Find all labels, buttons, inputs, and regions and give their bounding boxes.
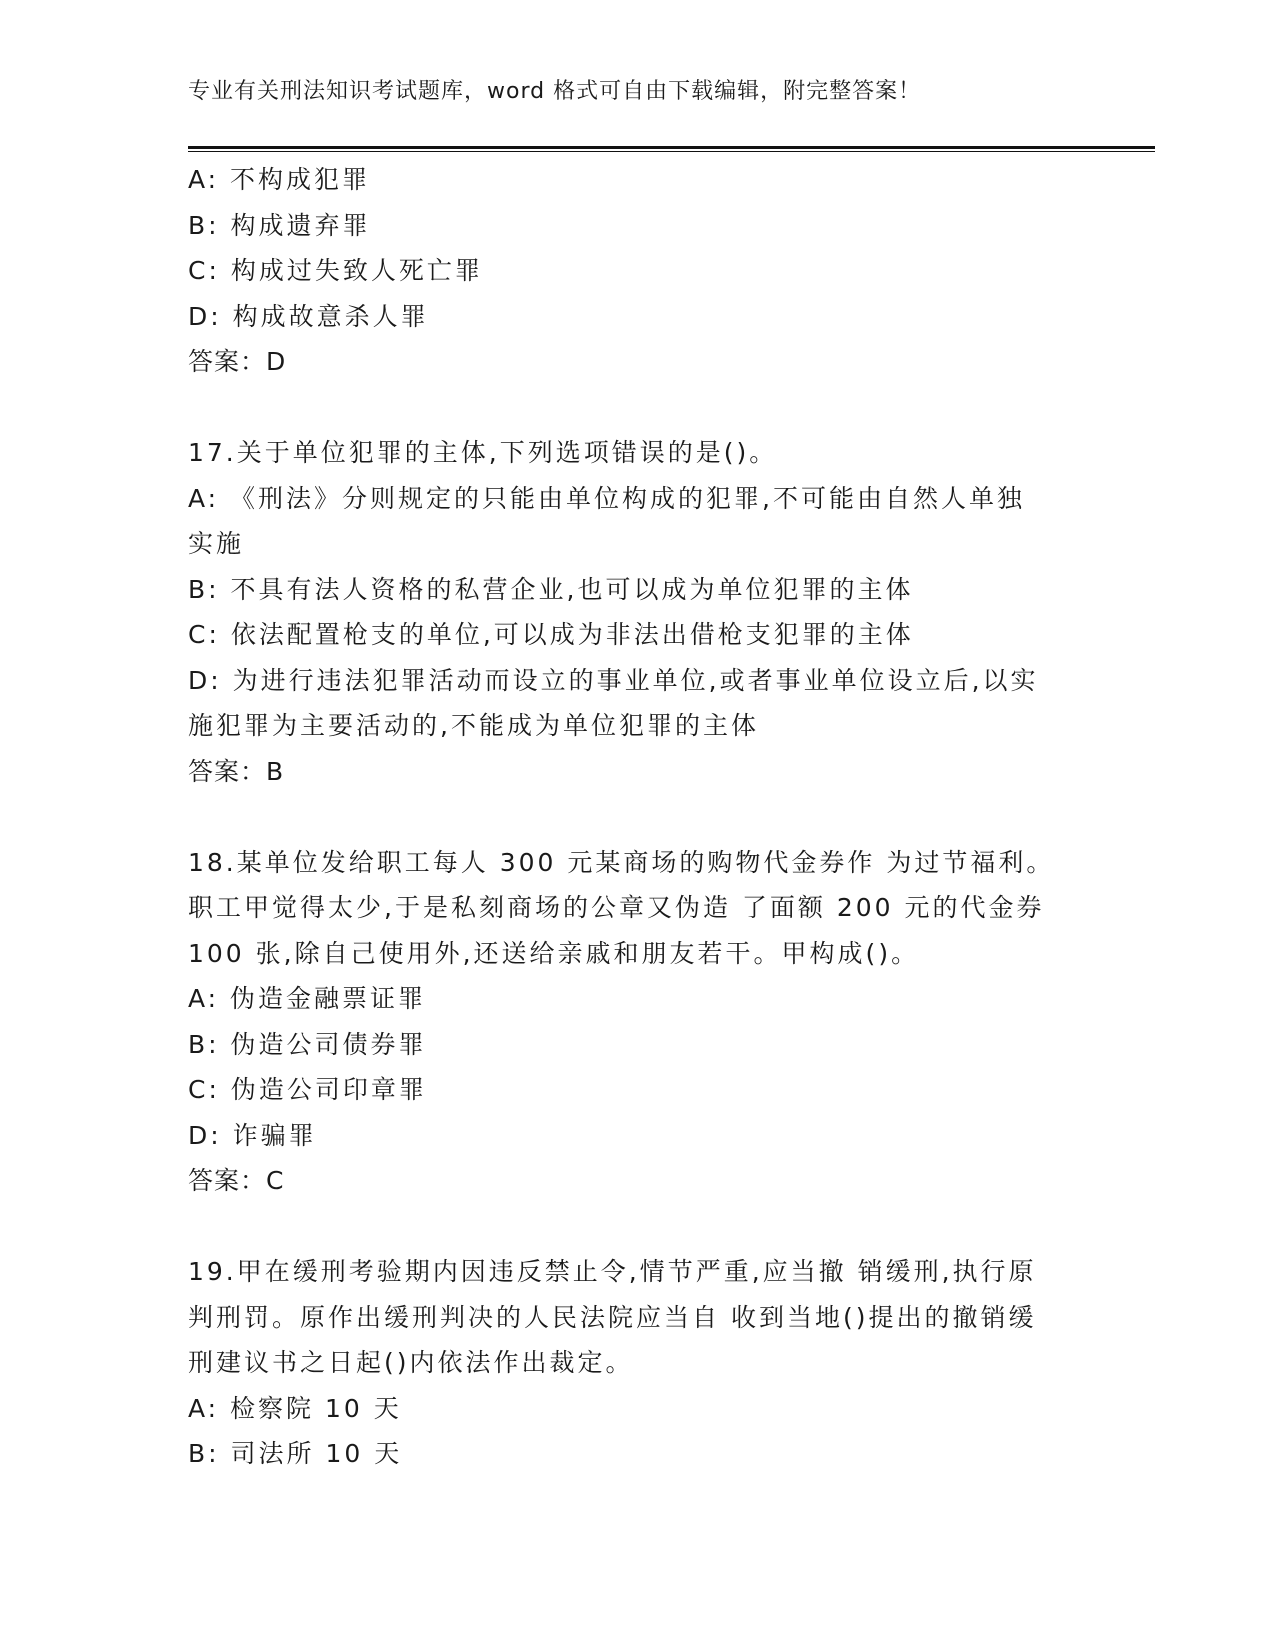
answer: 答案：D: [188, 347, 287, 376]
option-d: D: 构成故意杀人罪: [188, 301, 429, 331]
header-rule-thick: [188, 146, 1155, 149]
question-18: [188, 840, 1088, 1204]
question-stem: 19.甲在缓刑考验期内因违反禁止令,情节严重,应当撤 销缓刑,执行原: [188, 1257, 1037, 1286]
option-b: B: 伪造公司债券罪: [188, 1029, 427, 1059]
option-a: A: 不构成犯罪: [188, 165, 371, 194]
option-d-continued: 施犯罪为主要活动的,不能成为单位犯罪的主体: [188, 711, 759, 740]
option-c: C: 构成过失致人死亡罪: [188, 256, 483, 285]
spacer: [188, 385, 1088, 431]
option-b: B: 构成遗弃罪: [188, 210, 371, 240]
spacer: [188, 1204, 1088, 1250]
question-stem-line-2: 判刑罚。原作出缓刑判决的人民法院应当自 收到当地()提出的撤销缓: [188, 1302, 1037, 1332]
question-stem-line-3: 刑建议书之日起()内依法作出裁定。: [188, 1348, 634, 1377]
question-stem-line-2: 职工甲觉得太少,于是私刻商场的公章又伪造 了面额 200 元的代金券: [188, 893, 1045, 922]
question-stem-line-3: 100 张,除自己使用外,还送给亲戚和朋友若干。甲构成()。: [188, 938, 920, 968]
option-b: B: 司法所 10 天: [188, 1439, 403, 1468]
question-19: [188, 1249, 1088, 1477]
option-d: D: 诈骗罪: [188, 1120, 317, 1150]
option-a: A: 《刑法》分则规定的只能由单位构成的犯罪,不可能由自然人单独: [188, 483, 1025, 513]
option-b: B: 不具有法人资格的私营企业,也可以成为单位犯罪的主体: [188, 574, 914, 604]
question-stem: 17.关于单位犯罪的主体,下列选项错误的是()。: [188, 438, 778, 467]
option-c: C: 依法配置枪支的单位,可以成为非法出借枪支犯罪的主体: [188, 620, 914, 649]
option-a-continued: 实施: [188, 529, 245, 558]
option-a: A: 检察院 10 天: [188, 1393, 402, 1423]
option-c: C: 伪造公司印章罪: [188, 1075, 427, 1104]
question-17: [188, 430, 1088, 794]
answer: 答案：C: [188, 1166, 285, 1195]
question-stem: 18.某单位发给职工每人 300 元某商场的购物代金券作 为过节福利。: [188, 847, 1055, 877]
answer: 答案：B: [188, 756, 285, 786]
option-d: D: 为进行违法犯罪活动而设立的事业单位,或者事业单位设立后,以实: [188, 665, 1039, 695]
option-a: A: 伪造金融票证罪: [188, 984, 427, 1013]
question-content: [188, 157, 1088, 1477]
question-16: [188, 157, 1088, 385]
spacer: [188, 794, 1088, 840]
header-rule-thin: [188, 151, 1155, 152]
page-header: 专业有关刑法知识考试题库，word 格式可自由下载编辑，附完整答案！: [188, 79, 922, 104]
